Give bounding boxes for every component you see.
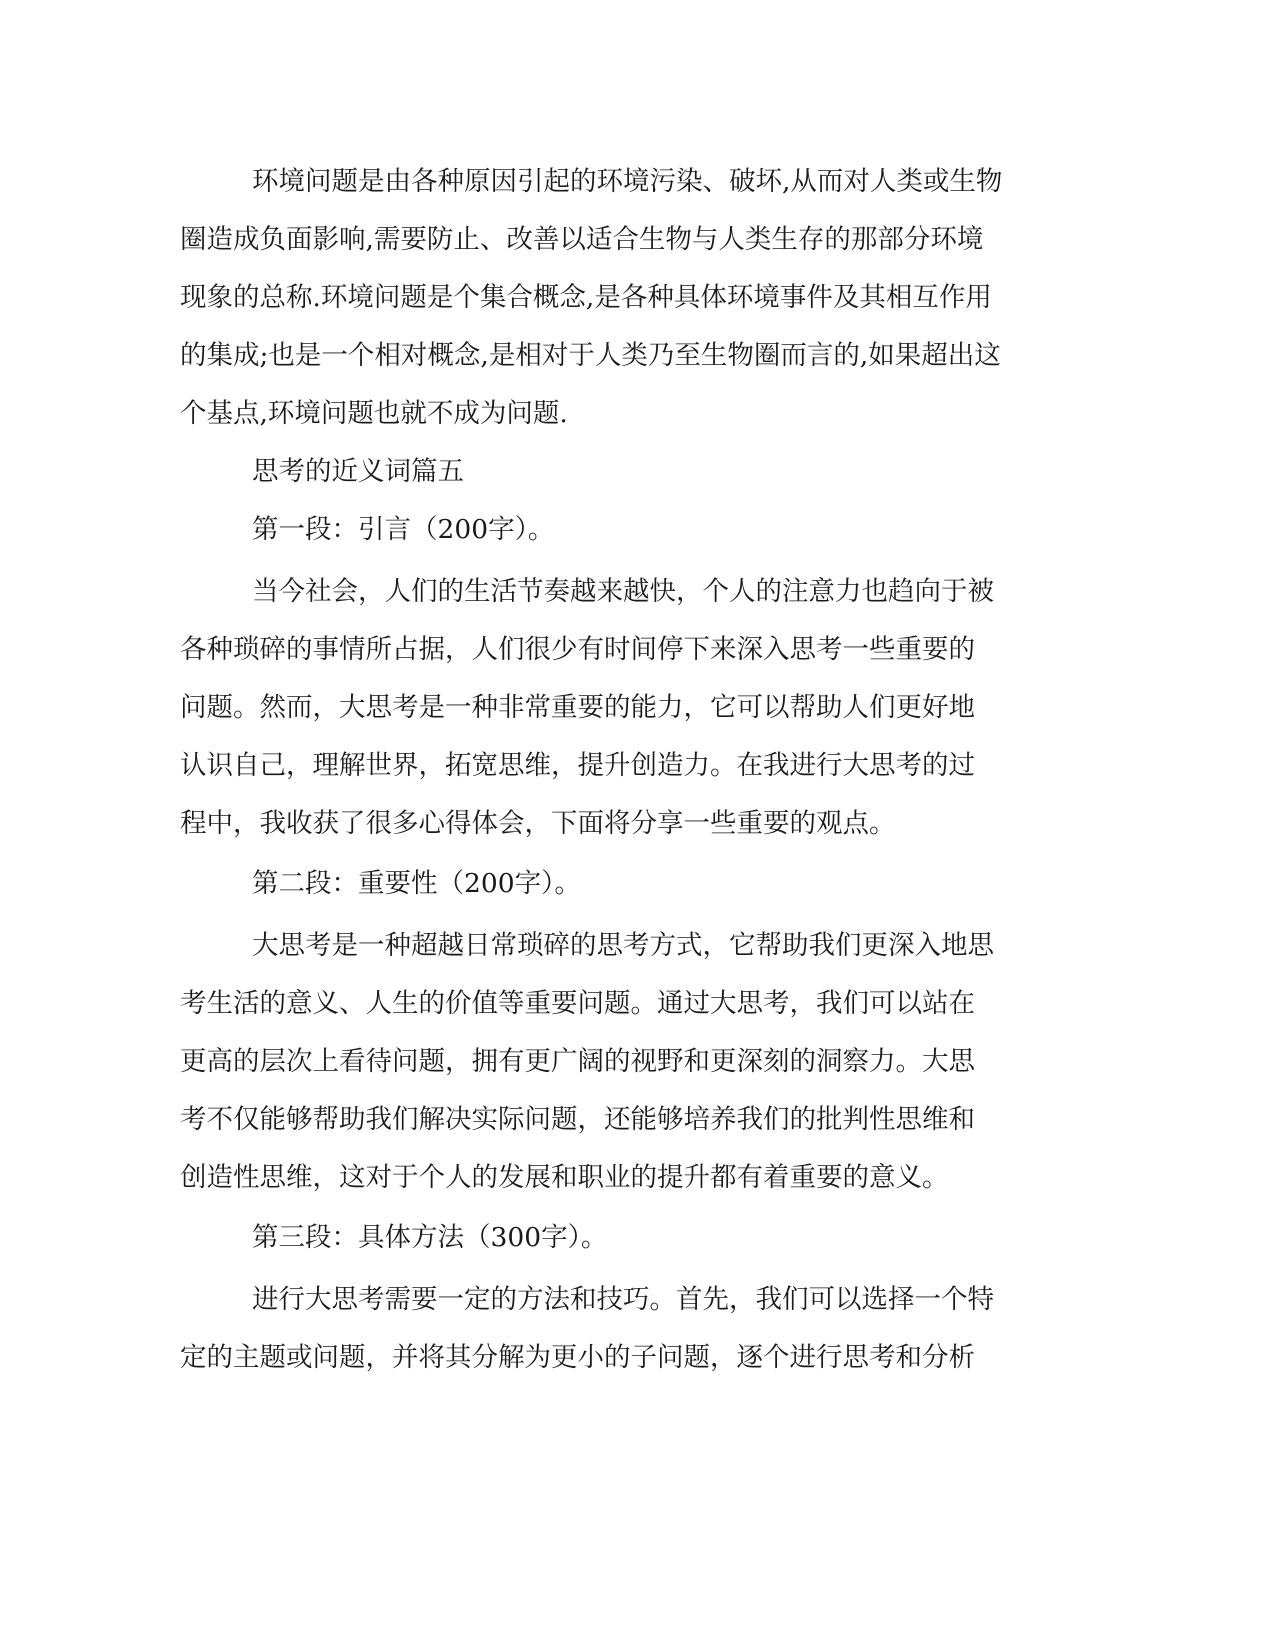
- paragraph-2-line-1: 当今社会，人们的生活节奏越来越快，个人的注意力也趋向于被: [252, 576, 994, 607]
- paragraph-3-line-1: 大思考是一种超越日常琐碎的思考方式，它帮助我们更深入地思: [252, 930, 994, 961]
- paragraph-2-line-3: 问题。然而，大思考是一种非常重要的能力，它可以帮助人们更好地: [180, 692, 975, 723]
- paragraph-3-line-4: 考不仅能够帮助我们解决实际问题，还能够培养我们的批判性思维和: [180, 1104, 975, 1135]
- subheading-intro: 第一段：引言（200字）。: [252, 514, 555, 545]
- subheading-importance: 第二段：重要性（200字）。: [252, 868, 581, 899]
- paragraph-4-line-2: 定的主题或问题，并将其分解为更小的子问题，逐个进行思考和分析: [180, 1342, 975, 1373]
- section-heading: 思考的近义词篇五: [252, 456, 464, 487]
- paragraph-2-line-5: 程中，我收获了很多心得体会，下面将分享一些重要的观点。: [180, 808, 896, 839]
- paragraph-2-line-4: 认识自己，理解世界，拓宽思维，提升创造力。在我进行大思考的过: [180, 750, 975, 781]
- paragraph-2-line-2: 各种琐碎的事情所占据，人们很少有时间停下来深入思考一些重要的: [180, 634, 975, 665]
- paragraph-3-line-3: 更高的层次上看待问题，拥有更广阔的视野和更深刻的洞察力。大思: [180, 1046, 975, 1077]
- paragraph-4-line-1: 进行大思考需要一定的方法和技巧。首先，我们可以选择一个特: [252, 1284, 994, 1315]
- paragraph-1-line-1: 环境问题是由各种原因引起的环境污染、破坏,从而对人类或生物: [252, 166, 1003, 197]
- paragraph-1-line-5: 个基点,环境问题也就不成为问题.: [180, 398, 568, 429]
- paragraph-1-line-2: 圈造成负面影响,需要防止、改善以适合生物与人类生存的那部分环境: [180, 224, 984, 255]
- paragraph-1-line-4: 的集成;也是一个相对概念,是相对于人类乃至生物圈而言的,如果超出这: [180, 340, 1001, 371]
- subheading-methods: 第三段：具体方法（300字）。: [252, 1222, 608, 1253]
- paragraph-3-line-5: 创造性思维，这对于个人的发展和职业的提升都有着重要的意义。: [180, 1162, 949, 1193]
- paragraph-3-line-2: 考生活的意义、人生的价值等重要问题。通过大思考，我们可以站在: [180, 988, 975, 1019]
- paragraph-1-line-3: 现象的总称.环境问题是个集合概念,是各种具体环境事件及其相互作用: [180, 282, 992, 313]
